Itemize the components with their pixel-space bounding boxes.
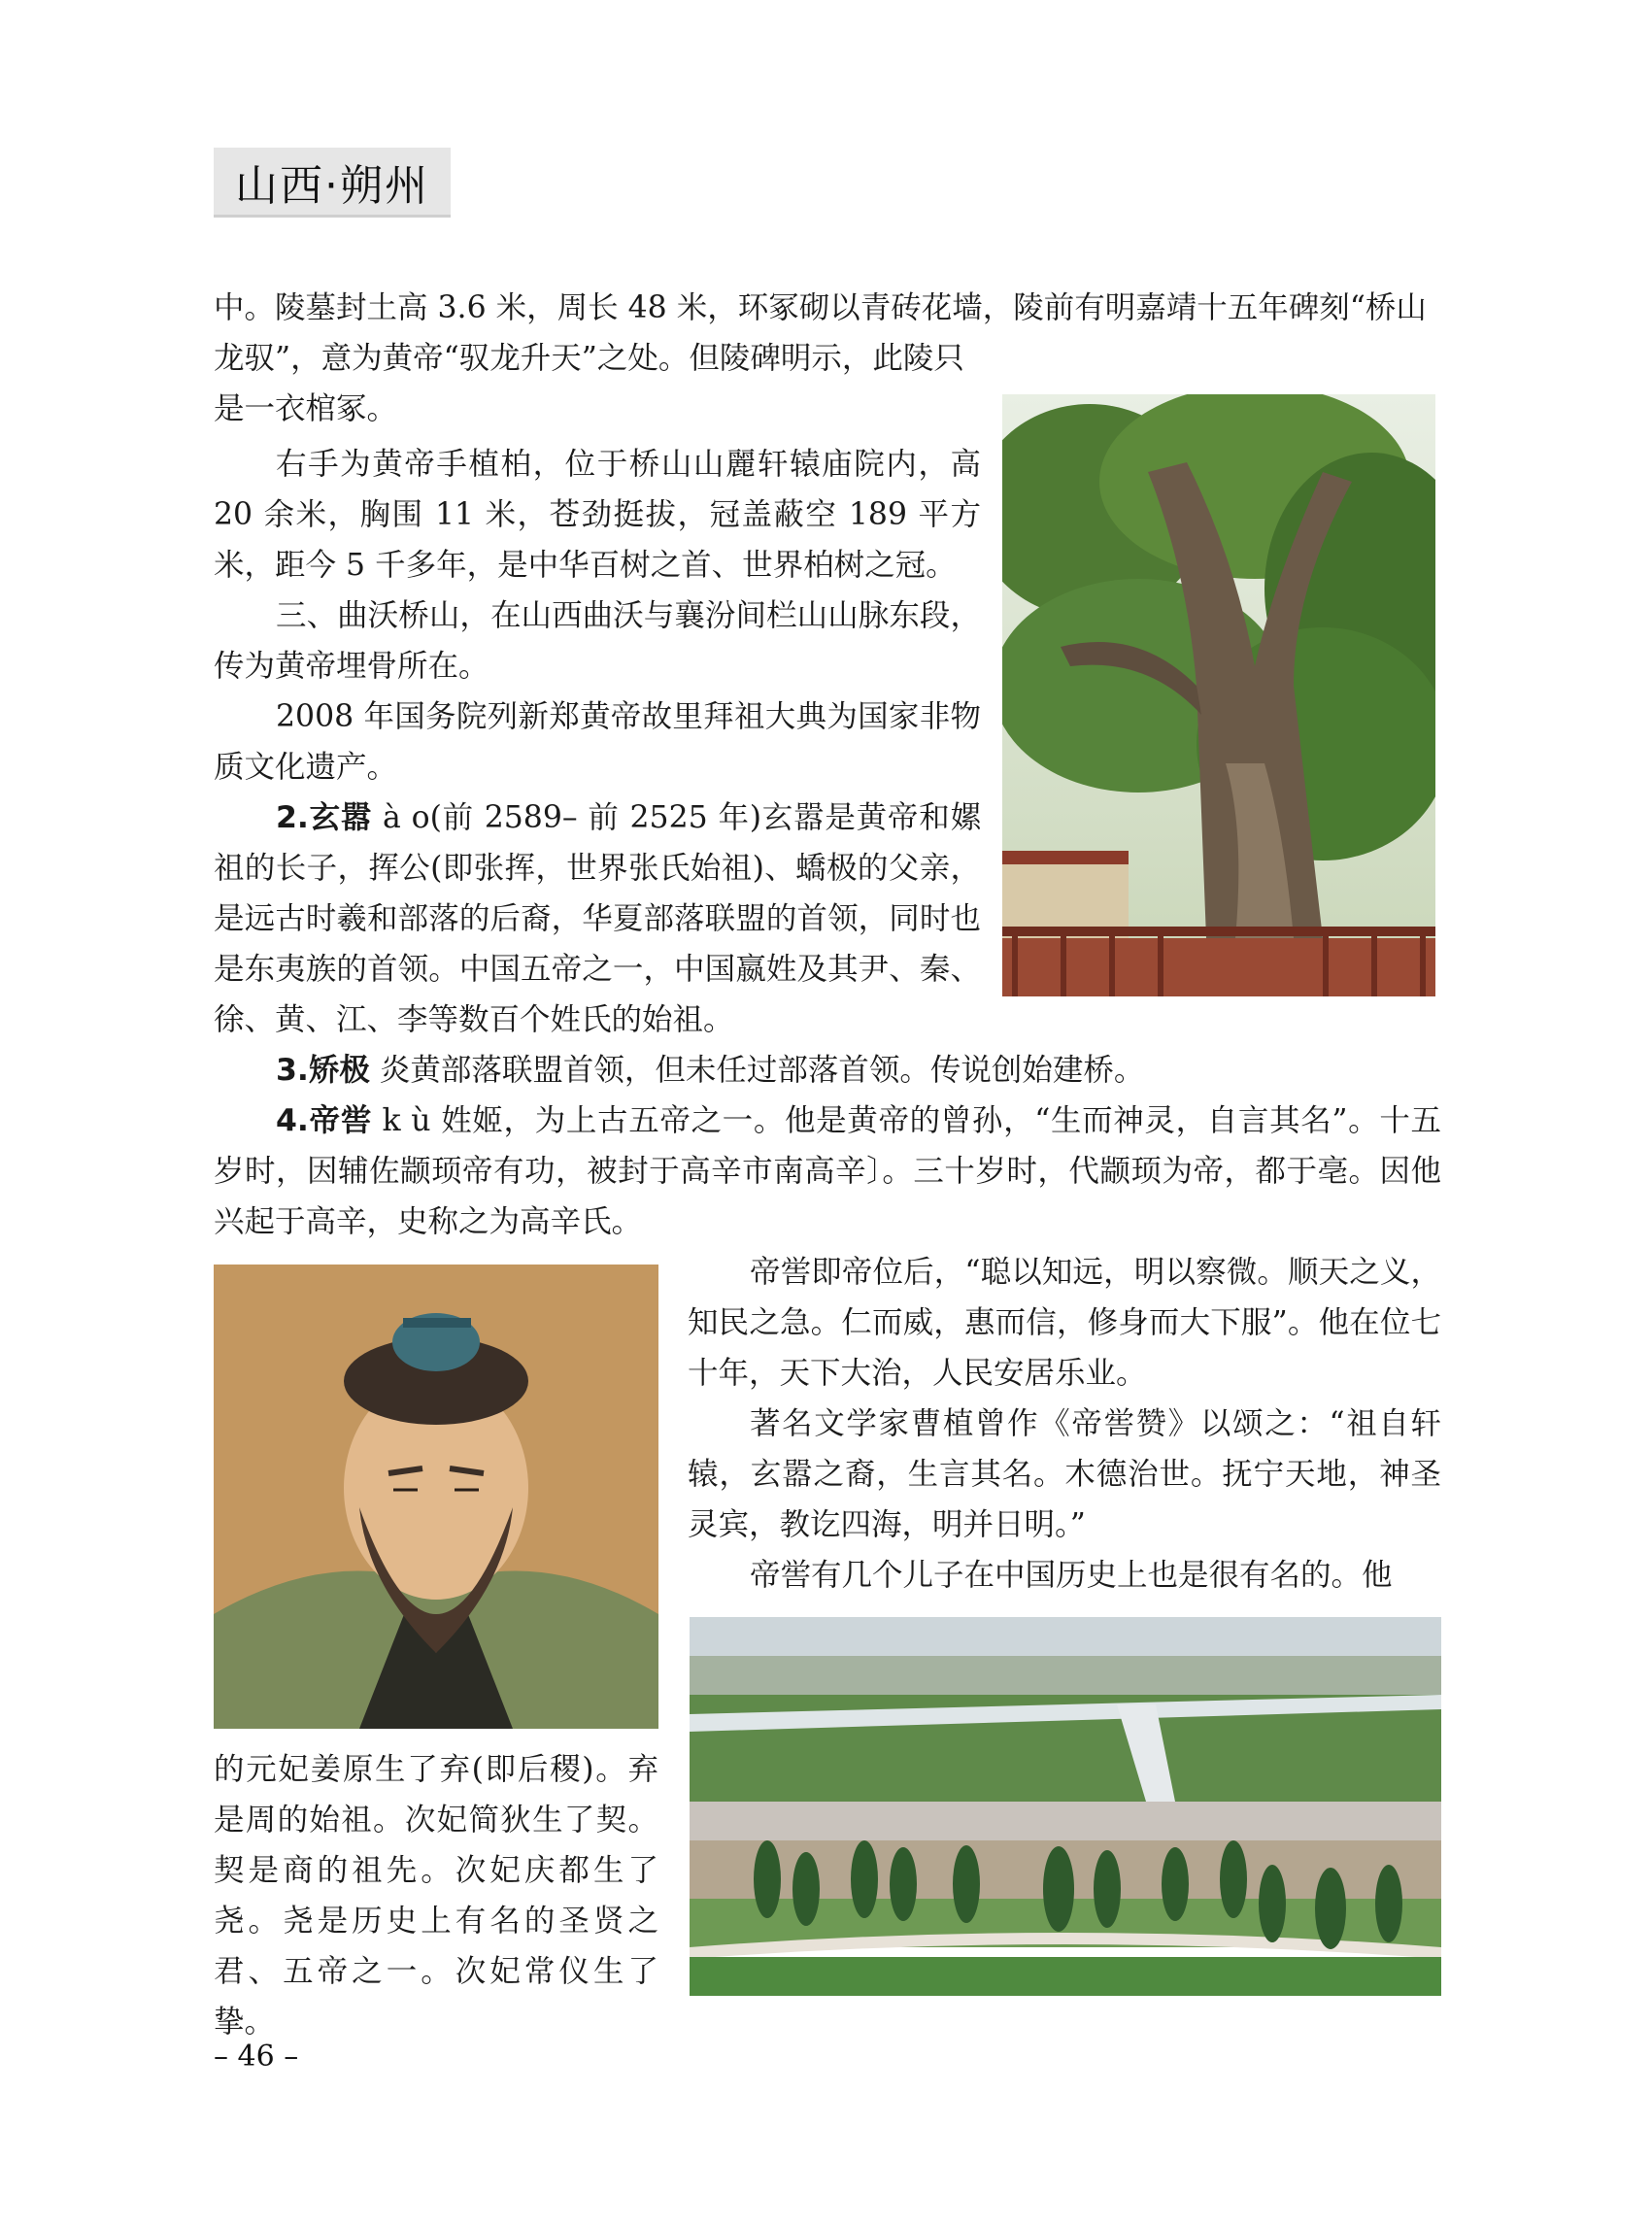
entry-label: 4.帝喾: [276, 1103, 372, 1138]
paragraph-line: 中。陵墓封土高 3.6 米，周长 48 米，环冢砌以青砖花墙，陵前有明嘉靖十五年碑刻“桥山: [214, 290, 1427, 325]
paragraph-xuanxiao: [214, 793, 981, 1045]
entry-text: à o(前 2589– 前 2525 年)玄嚣是黄帝和嫘祖的长子，挥公(即张挥，世界张氏始祖)、蟜极的父亲，是远古时羲和部落的后裔，华夏部落联盟的首领，同时也是东夷族的首领。中国五帝之一，中国嬴姓及其尹、秦、徐、黄、江、李等数百个姓氏的始祖。: [214, 800, 981, 1037]
tomb-photo-svg: [690, 1617, 1441, 1996]
cypress-photo-svg: [1002, 394, 1435, 996]
paragraph-cypress: 右手为黄帝手植柏，位于桥山山麗轩辕庙院内，高 20 余米，胸围 11 米，苍劲挺拔，冠盖蔽空 189 平方米，距今 5 千多年，是中华百树之首、世界柏树之冠。: [214, 447, 981, 583]
entry-label: 3.矫极: [276, 1053, 370, 1088]
entry-text: k ù 姓姬，为上古五帝之一。他是黄帝的曾孙，“生而神灵，自言其名”。十五岁时，因辅佐颛顼帝有功，被封于高辛市南高辛〕。三十岁时，代颛顼为帝，都于亳。因他兴起于高辛，史称之为高辛氏。: [214, 1103, 1441, 1239]
tomb-site-photo: [690, 1617, 1441, 1996]
paragraph-reign: 帝喾即帝位后，“聪以知远，明以察微。顺天之义，知民之急。仁而威，惠而信，修身而大下服”。他在位七十年，天下大治，人民安居乐业。: [688, 1255, 1441, 1391]
emperor-portrait-painting: [214, 1265, 658, 1729]
paragraph-diku: [214, 1096, 1441, 1247]
ancient-cypress-photo: [1002, 394, 1435, 996]
paragraph-caozhi: 著名文学家曹植曾作《帝喾赞》以颂之：“祖自轩辕，玄嚣之裔，生言其名。木德治世。抚宁天地，神圣灵宾，教讫四海，明并日明。”: [688, 1406, 1441, 1542]
paragraph-sons-start: 帝喾有几个儿子在中国历史上也是很有名的。他: [750, 1558, 1393, 1593]
portrait-svg: [214, 1265, 658, 1729]
paragraph-line: 龙驭”，意为黄帝“驭龙升天”之处。但陵碑明示，此陵只: [214, 341, 964, 376]
paragraph-line: 是一衣棺冢。: [214, 391, 398, 426]
page-number: – 46 –: [214, 2040, 299, 2074]
paragraph-sons-continued: 的元妃姜原生了弃(即后稷)。弃是周的始祖。次妃简狄生了契。契是商的祖先。次妃庆都生了尧。尧是历史上有名的圣贤之君、五帝之一。次妃常仪生了挚。: [214, 1752, 658, 2040]
paragraph-qiaoshan: 三、曲沃桥山，在山西曲沃与襄汾间栏山山脉东段，传为黄帝埋骨所在。: [214, 598, 981, 684]
chapter-header: [214, 148, 451, 218]
entry-text: 炎黄部落联盟首领，但未任过部落首领。传说创始建桥。: [379, 1053, 1145, 1088]
paragraph-jiaoji: [214, 1045, 1441, 1096]
header-title: 山西·朔州: [235, 160, 429, 211]
entry-label: 2.玄嚣: [276, 800, 373, 835]
paragraph-heritage: 2008 年国务院列新郑黄帝故里拜祖大典为国家非物质文化遗产。: [214, 699, 981, 785]
